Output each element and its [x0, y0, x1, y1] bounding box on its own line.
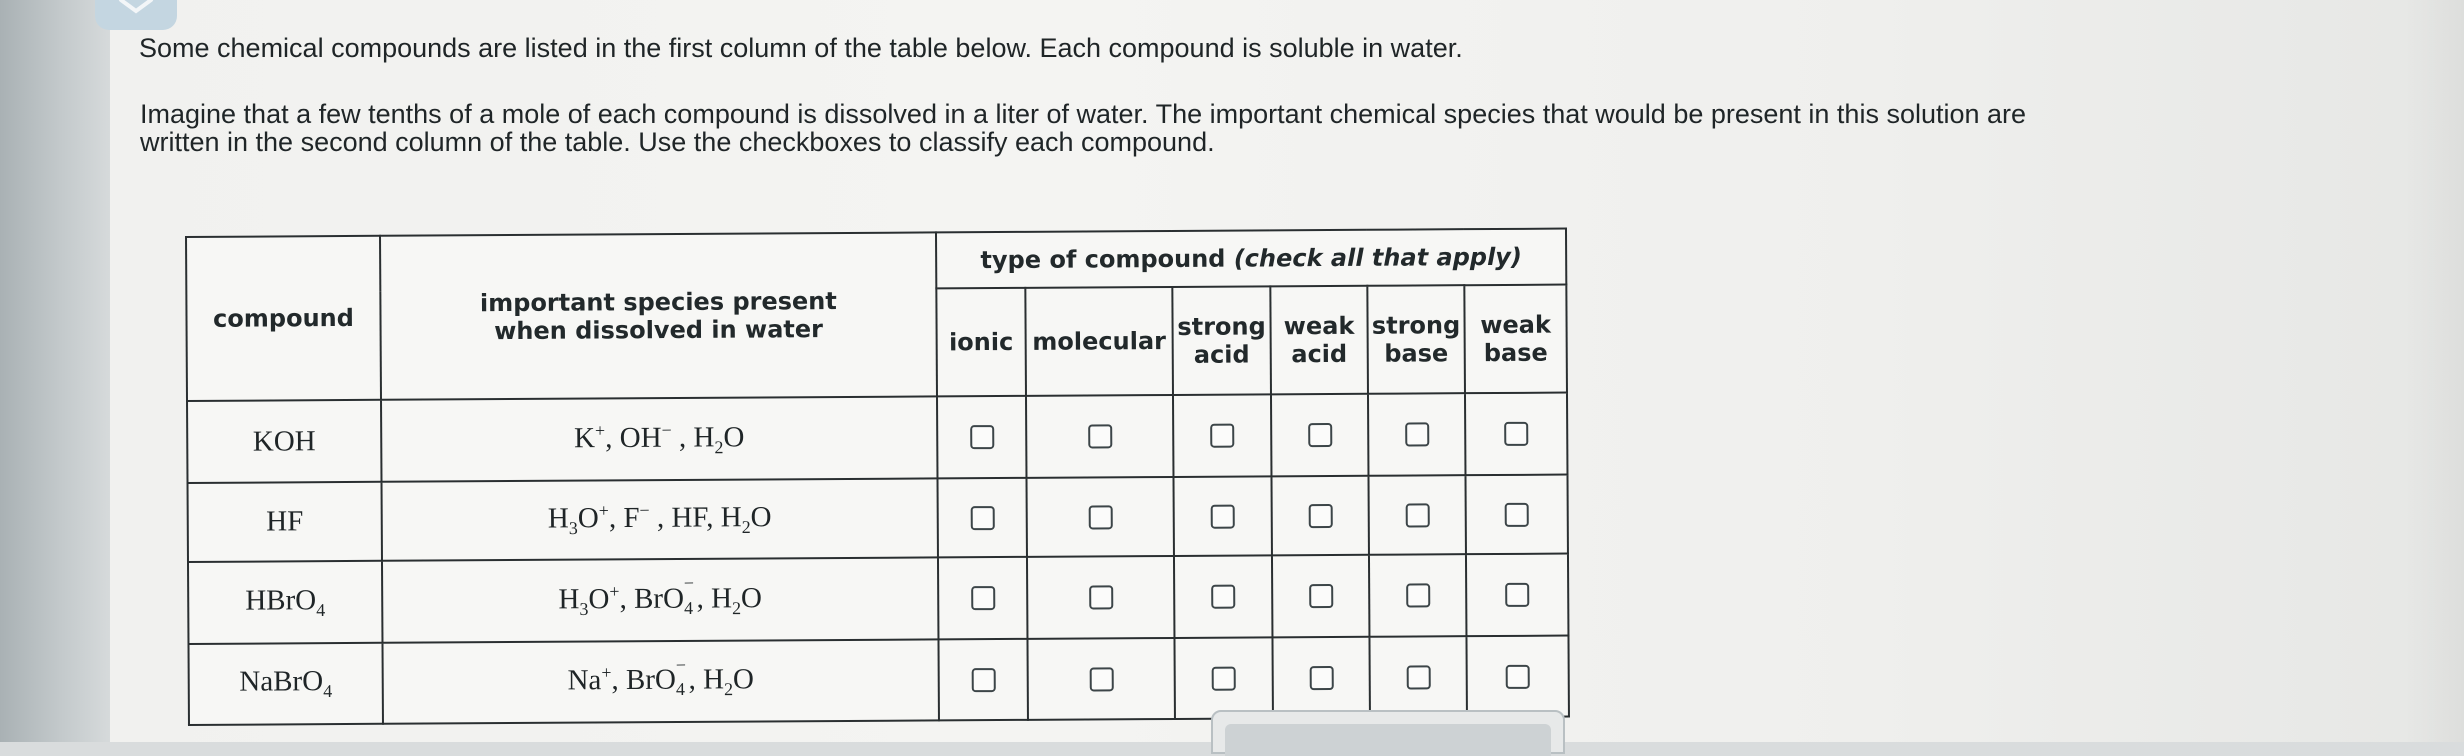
compound-cell: HBrO$_4$: [188, 561, 382, 644]
checkbox-cell: [1368, 393, 1465, 476]
checkbox-icon[interactable]: [970, 425, 994, 449]
checkbox-icon[interactable]: [1506, 664, 1530, 688]
checkbox-icon[interactable]: [1308, 503, 1332, 527]
intro-text-1: Some chemical compounds are listed in the first column of the table below. Each compound is soluble in water.: [139, 33, 1463, 63]
header-type-2: strong acid: [1172, 286, 1271, 395]
header-type-of-compound: type of compound (check all that apply): [936, 229, 1566, 289]
intro-text-3: written in the second column of the table. Use the checkboxes to classify each compound.: [140, 127, 1215, 157]
checkbox-icon[interactable]: [1088, 505, 1112, 529]
checkbox-icon[interactable]: [1505, 502, 1529, 526]
checkbox-icon[interactable]: [1210, 424, 1234, 448]
header-type-5: weak base: [1464, 285, 1567, 394]
checkbox-cell: [1174, 555, 1272, 638]
checkbox-icon[interactable]: [1308, 423, 1332, 447]
checkbox-cell: [937, 396, 1026, 479]
checkbox-icon[interactable]: [971, 586, 995, 610]
chevron-down-icon: [117, 0, 155, 16]
checkbox-icon[interactable]: [1309, 665, 1333, 689]
checkbox-cell: [1173, 476, 1271, 556]
header-type-1: molecular: [1025, 287, 1173, 396]
checkbox-cell: [1272, 637, 1369, 719]
checkbox-icon[interactable]: [971, 668, 995, 692]
checkbox-icon[interactable]: [1406, 665, 1430, 689]
checkbox-cell: [937, 478, 1026, 558]
checkbox-icon[interactable]: [1504, 422, 1528, 446]
checkbox-cell: [1027, 556, 1174, 639]
species-cell: $H_3O^+$, BrO − 4 , $H_2O$: [382, 557, 938, 642]
checkbox-cell: [1272, 555, 1369, 638]
checkbox-icon[interactable]: [1405, 422, 1429, 446]
checkbox-icon[interactable]: [1211, 504, 1235, 528]
checkbox-icon[interactable]: [1089, 585, 1113, 609]
classification-table: [185, 228, 1570, 726]
checkbox-cell: [1271, 394, 1368, 477]
compound-cell: HF: [188, 482, 382, 562]
header-type-4: strong base: [1367, 285, 1465, 394]
intro-text-2: Imagine that a few tenths of a mole of each compound is dissolved in a liter of water. The important chemical species that would be present in this solution are: [140, 99, 2027, 129]
checkbox-cell: [1466, 554, 1569, 637]
checkbox-icon[interactable]: [1406, 583, 1430, 607]
species-cell: Na+, BrO − 4 , $H_2O$: [382, 639, 938, 723]
checkbox-icon[interactable]: [1211, 585, 1235, 609]
collapse-tab[interactable]: [95, 0, 177, 30]
compound-cell: NaBrO$_4$: [188, 643, 382, 725]
checkbox-cell: [938, 639, 1027, 721]
bottom-action-button[interactable]: [1211, 710, 1565, 754]
header-type-3: weak acid: [1270, 286, 1368, 395]
checkbox-icon[interactable]: [1309, 584, 1333, 608]
checkbox-cell: [1027, 638, 1174, 720]
checkbox-cell: [1369, 636, 1466, 718]
left-edge-shadow: [0, 0, 110, 742]
header-species: important species present when dissolved in water: [380, 232, 937, 399]
checkbox-cell: [1026, 477, 1173, 557]
checkbox-icon[interactable]: [1405, 503, 1429, 527]
compound-cell: KOH: [187, 400, 381, 483]
table-row: [188, 554, 1569, 644]
checkbox-cell: [1368, 475, 1465, 555]
checkbox-cell: [1466, 636, 1569, 718]
species-cell: K+, OH− , $H_2O$: [381, 396, 937, 481]
checkbox-icon[interactable]: [1089, 667, 1113, 691]
checkbox-cell: [1173, 394, 1271, 477]
checkbox-icon[interactable]: [970, 506, 994, 530]
table-row: [188, 475, 1568, 562]
checkbox-cell: [1174, 637, 1272, 719]
header-compound: compound: [186, 236, 381, 401]
table-row: [187, 393, 1568, 483]
checkbox-icon[interactable]: [1088, 424, 1112, 448]
checkbox-icon[interactable]: [1505, 583, 1529, 607]
checkbox-cell: [1369, 554, 1466, 637]
checkbox-cell: [1026, 395, 1173, 478]
header-type-0: ionic: [936, 288, 1026, 397]
checkbox-cell: [938, 557, 1027, 640]
checkbox-cell: [1465, 475, 1568, 555]
species-cell: $H_3O^+$, F− , HF, $H_2O$: [382, 478, 938, 560]
checkbox-icon[interactable]: [1212, 666, 1236, 690]
checkbox-cell: [1465, 393, 1568, 476]
checkbox-cell: [1271, 476, 1368, 556]
